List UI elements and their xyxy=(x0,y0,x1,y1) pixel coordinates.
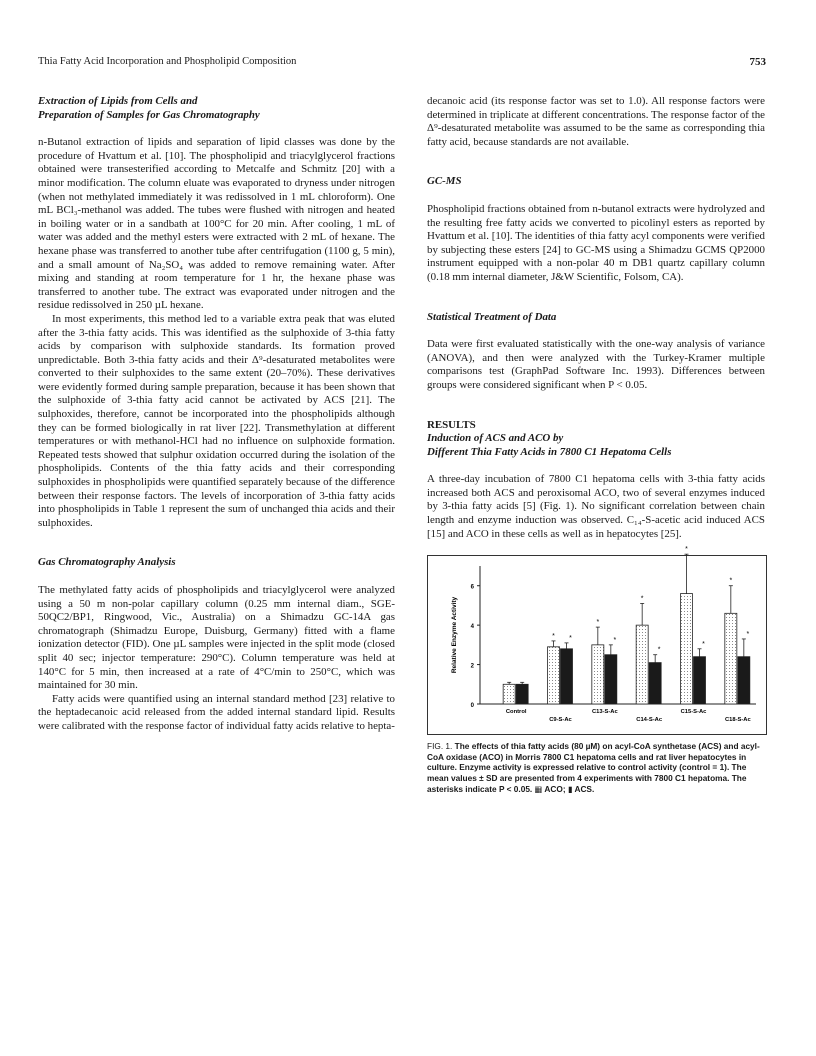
significance-asterisk: * xyxy=(552,633,555,641)
x-tick-label: C15-S-Ac xyxy=(680,709,707,716)
significance-asterisk: * xyxy=(569,635,572,643)
section-heading-extraction-2: Preparation of Samples for Gas Chromatography xyxy=(38,108,260,121)
gc-paragraph-1: The methylated fatty acids of phospholipids and triacylglycerol were analyzed using a 50 m non-polar capillary column (0.25 mm internal diam., SGE-50QC2/BP1, Ringwood, Vic., Australia) on a Shimadzu GC-14A gas chromatograph (Shimadzu Europe, Duisburg, Germany) fitted with a flame ionization detector (FID). One µL samples were injected in the split mode (closed split 40 sec; injector temperature: 290°C). Column temperature was held at 140°C for 5 min, then increased at a rate of 4°C/min to 250°C, which was maintained for 30 min. xyxy=(38,584,395,692)
page-number: 753 xyxy=(749,56,766,68)
figure-caption-text: The effects of thia fatty acids (80 µM) on acyl-CoA synthetase (ACS) and acyl-CoA oxidase (ACO) in Morris 7800 C1 hepatoma cells and rat liver hepatocytes in culture. Enzyme activity is expressed relative to control activity (control = 1). The mean values ± SD are presented from 4 experiments with 7800 C1 hepatoma. The asterisks indicate P < 0.05. ▦ ACO; ▮ ACS. xyxy=(427,741,760,794)
x-tick-label: C18-S-Ac xyxy=(724,717,751,724)
left-column xyxy=(38,95,395,734)
y-tick-label: 2 xyxy=(470,663,474,670)
x-tick-label: C14-S-Ac xyxy=(636,717,663,724)
figure-1-caption xyxy=(427,741,765,794)
continued-paragraph: decanoic acid (its response factor was set to 1.0). All response factors were determined in triplicate at different concentrations. The response factor of the Δ⁹-desaturated metabolite was assumed to be the same as corresponding thia fatty acid, because standards are not available. xyxy=(427,95,765,148)
significance-asterisk: * xyxy=(596,619,600,627)
figure-1-chart xyxy=(427,546,767,735)
bar-acs-c14-s-ac xyxy=(649,663,661,704)
significance-asterisk: * xyxy=(702,641,705,649)
figure-label: FIG. 1. xyxy=(427,741,453,752)
results-subheading-2: Different Thia Fatty Acids in 7800 C1 Hepatoma Cells xyxy=(427,445,672,458)
bar-aco-c14-s-ac xyxy=(636,625,648,704)
bar-chart-svg xyxy=(428,546,766,734)
y-tick-label: 0 xyxy=(470,703,474,710)
bar-acs-c9-s-ac xyxy=(561,649,573,704)
significance-asterisk: * xyxy=(613,637,617,645)
bar-aco-c15-s-ac xyxy=(681,594,693,704)
results-paragraph: A three-day incubation of 7800 C1 hepatoma cells with 3-thia fatty acids increased both ACS and peroxisomal ACO, two of several enzymes induced by 3-thia fatty acids [5] (Fig. 1). No significant correlation between chain length and enzyme induction was observed. C₁₄-S-acetic acid induced ACS [15] and ACO in these cells as well as in hepatocytes [25]. xyxy=(427,473,765,540)
bar-aco-control xyxy=(503,685,515,705)
bar-aco-c18-s-ac xyxy=(725,614,737,705)
bar-aco-c13-s-ac xyxy=(592,645,604,704)
extraction-paragraph-2: In most experiments, this method led to a variable extra peak that was eluted after the 3-thia fatty acids. This was identified as the sulphoxide of 3-thia fatty acids by comparison with sulphoxide standards. Its formation proved unpredictable. Both 3-thia fatty acids and their Δ⁹-desaturated metabolites were converted to their sulphoxides to the same extent (20–70%). These derivatives were evidently formed during sample preparation, because it has been shown that the sulphoxide of 3-thia fatty acid cannot be activated by ACS [21]. The sulphoxides, therefore, cannot be incorporated into the phospholipids although they can be formed biologically in rat liver [22]. Transmethylation at different temperatures or with methanol-HCl had no influence on sulphoxide formation. Repeated tests showed that sulphur oxidation occurred during the isolation of the phospholipids. Contents of the thia fatty acids and their corresponding sulphoxides in phospholipids were quantified separately because of the difference between their response factors. The levels of incorporation of 3-thia fatty acids into phospholipids in Table 1 represent the sum of unchanged thia acids and their sulphoxides. xyxy=(38,312,395,529)
gc-paragraph-2: Fatty acids were quantified using an internal standard method [23] relative to the heptadecanoic acid released from the added internal standard lipid. Results were calibrated with the response factor of individual fatty acids relative to hepta- xyxy=(38,692,395,732)
extraction-paragraph-1: n-Butanol extraction of lipids and separation of lipid classes was done by the procedure of Hvattum et al. [10]. The phospholipid and triacylglycerol fractions obtained were transesterified according to Metcalfe and Schmitz [20] with a minor modification. The column eluate was evaporated to dryness under nitrogen (when not methylated immediately it was redissolved in 1 mL chloroform). One mL BCl₃-methanol was added. The tubes were flushed with nitrogen and heated in boiling water or in a sandbath at 100°C for 20 min. After cooling, 1 mL of water was added and the methyl esters were extracted with 2 mL of hexane. The hexane phase was transferred to another tube after centrifugation (1100 g, 5 min), and a small amount of Na₂SO₄ was added to remove remaining water. After mixing and standing at room temperature for 1 hr, the hexane phase was transferred to another tube. The extract was evaporated under nitrogen and the residue redissolved in 250 µL hexane. xyxy=(38,136,395,312)
x-tick-label: Control xyxy=(505,709,527,716)
y-tick-label: 4 xyxy=(470,624,474,631)
results-subheading-1: Induction of ACS and ACO by xyxy=(427,432,564,445)
bar-acs-c15-s-ac xyxy=(694,657,706,704)
bar-aco-c9-s-ac xyxy=(548,647,560,704)
significance-asterisk: * xyxy=(746,631,750,639)
y-tick-label: 6 xyxy=(470,584,474,591)
gcms-paragraph: Phospholipid fractions obtained from n-butanol extracts were hydrolyzed and the resulting free fatty acids we converted to picolinyl esters as reported by Hvattum et al. [10]. The identities of thia fatty acyl components were verified by subjecting these esters [24] to GC-MS using a Shimadzu GCMS QP2000 instrument equipped with a non-polar 40 m DB1 quartz capillary column (0.18 mm internal diameter, J&W Scientific, Folsom, CA). xyxy=(427,202,765,283)
section-heading-gc-analysis: Gas Chromatography Analysis xyxy=(38,556,176,569)
y-axis-label: Relative Enzyme Activity xyxy=(451,597,458,674)
x-tick-label: C13-S-Ac xyxy=(591,709,618,716)
section-heading-gcms: GC-MS xyxy=(427,175,462,188)
right-column xyxy=(427,95,765,794)
significance-asterisk: * xyxy=(640,595,644,603)
x-tick-label: C9-S-Ac xyxy=(549,717,572,724)
bar-acs-c13-s-ac xyxy=(605,655,617,704)
running-header xyxy=(0,56,816,72)
significance-asterisk: * xyxy=(729,577,733,585)
section-heading-extraction-1: Extraction of Lipids from Cells and xyxy=(38,95,198,107)
results-heading: RESULTS xyxy=(427,418,476,431)
bar-acs-control xyxy=(516,685,528,705)
bar-acs-c18-s-ac xyxy=(738,657,750,704)
significance-asterisk: * xyxy=(657,646,661,654)
statistics-paragraph: Data were first evaluated statistically with the one-way analysis of variance (ANOVA), and then were analyzed with the Turkey-Kramer multiple comparisons test (GraphPad Software Inc. 1993). Differences between groups were considered significant when P < 0.05. xyxy=(427,338,765,391)
running-title: Thia Fatty Acid Incorporation and Phospholipid Composition xyxy=(38,56,297,67)
significance-asterisk: * xyxy=(685,546,688,554)
section-heading-statistics: Statistical Treatment of Data xyxy=(427,310,557,323)
